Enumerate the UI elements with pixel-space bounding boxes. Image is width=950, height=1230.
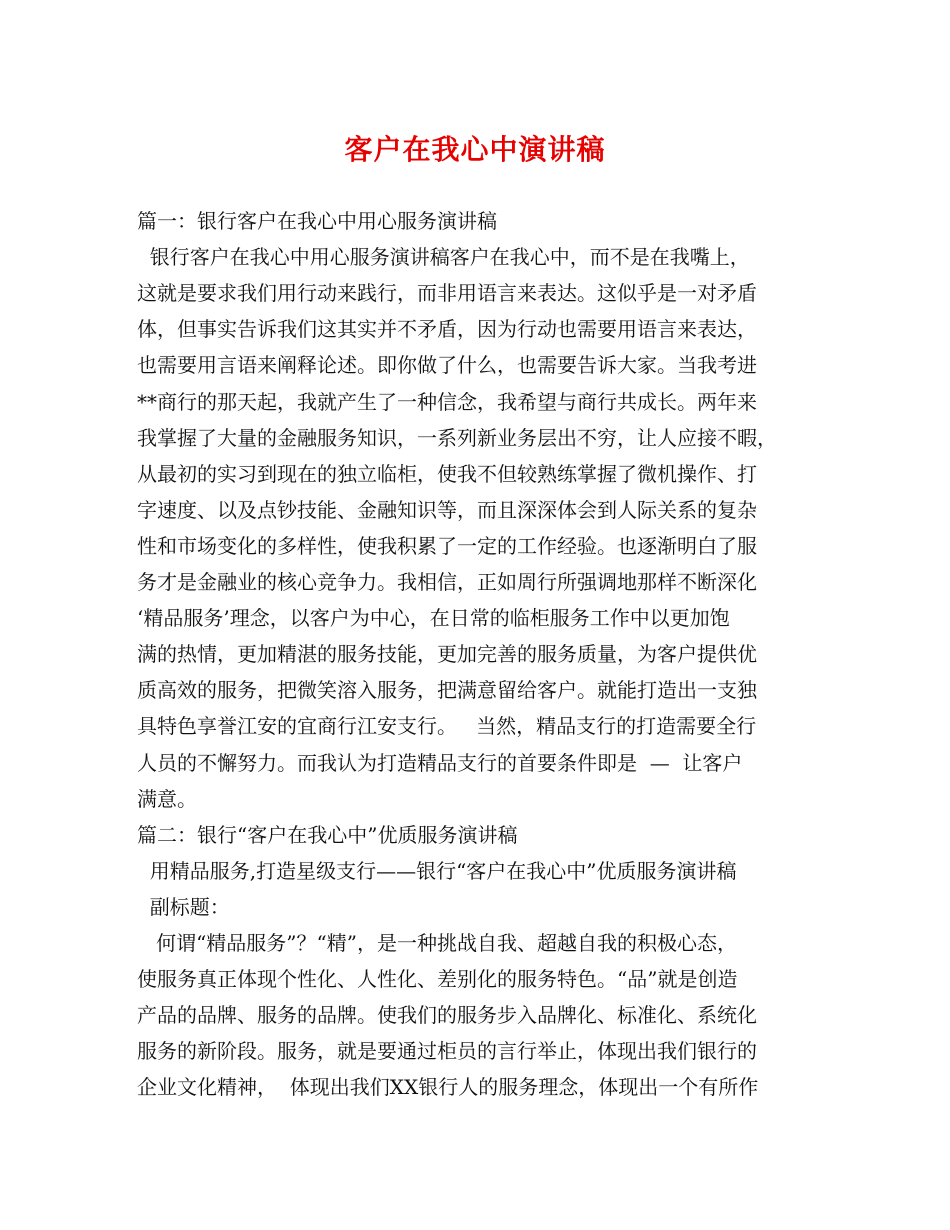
body-line: 质高效的服务，把微笑溶入服务，把满意留给客户。就能打造出一支独 (137, 678, 757, 702)
body-line: 也需要用言语来阐释论述。即你做了什么，也需要告诉大家。当我考进 (137, 353, 757, 377)
body-line: 使服务真正体现个性化、人性化、差别化的服务特色。“品”就是创造 (137, 967, 738, 991)
document-title: 客户在我心中演讲稿 (344, 133, 606, 166)
body-line: 具特色享誉江安的宜商行江安支行。 当然，精品支行的打造需要全行 (137, 714, 757, 738)
body-line: 服务的新阶段。服务，就是要通过柜员的言行举止，体现出我们银行的 (137, 1039, 757, 1063)
body-line: 务才是金融业的核心竞争力。我相信，正如周行所强调地那样不断深化 (137, 570, 757, 594)
body-line: 我掌握了大量的金融服务知识，一系列新业务层出不穷，让人应接不暇， (137, 426, 777, 450)
body-line: ‘精品服务’理念，以客户为中心，在日常的临柜服务工作中以更加饱 (137, 606, 730, 630)
body-line: 体，但事实告诉我们这其实并不矛盾，因为行动也需要用语言来表达， (137, 317, 757, 341)
body-line: 产品的品牌、服务的品牌。使我们的服务步入品牌化、标准化、系统化 (137, 1003, 757, 1027)
body-line: 人员的不懈努力。而我认为打造精品支行的首要条件即是 — 让客户 (137, 751, 743, 775)
body-line: 用精品服务,打造星级支行——银行“客户在我心中”优质服务演讲稿 (137, 859, 737, 883)
body-line: 银行客户在我心中用心服务演讲稿客户在我心中，而不是在我嘴上， (137, 245, 750, 269)
body-line: 篇二：银行“客户在我心中”优质服务演讲稿 (137, 823, 518, 847)
body-line: 副标题： (137, 895, 230, 919)
body-line: 性和市场变化的多样性，使我积累了一定的工作经验。也逐渐明白了服 (137, 534, 757, 558)
body-line: **商行的那天起，我就产生了一种信念，我希望与商行共成长。两年来 (137, 390, 757, 414)
body-line: 企业文化精神， 体现出我们XX银行人的服务理念，体现出一个有所作 (137, 1075, 759, 1099)
body-line: 篇一：银行客户在我心中用心服务演讲稿 (137, 209, 497, 233)
body-line: 从最初的实习到现在的独立临柜，使我不但较熟练掌握了微机操作、打 (137, 462, 757, 486)
body-line: 这就是要求我们用行动来践行，而非用语言来表达。这似乎是一对矛盾 (137, 281, 757, 305)
body-line: 字速度、以及点钞技能、金融知识等，而且深深体会到人际关系的复杂 (137, 498, 757, 522)
body-line: 满意。 (137, 787, 197, 811)
body-line: 满的热情，更加精湛的服务技能，更加完善的服务质量，为客户提供优 (137, 642, 757, 666)
body-line: 何谓“精品服务”？“精”，是一种挑战自我、超越自我的积极心态， (137, 931, 737, 955)
